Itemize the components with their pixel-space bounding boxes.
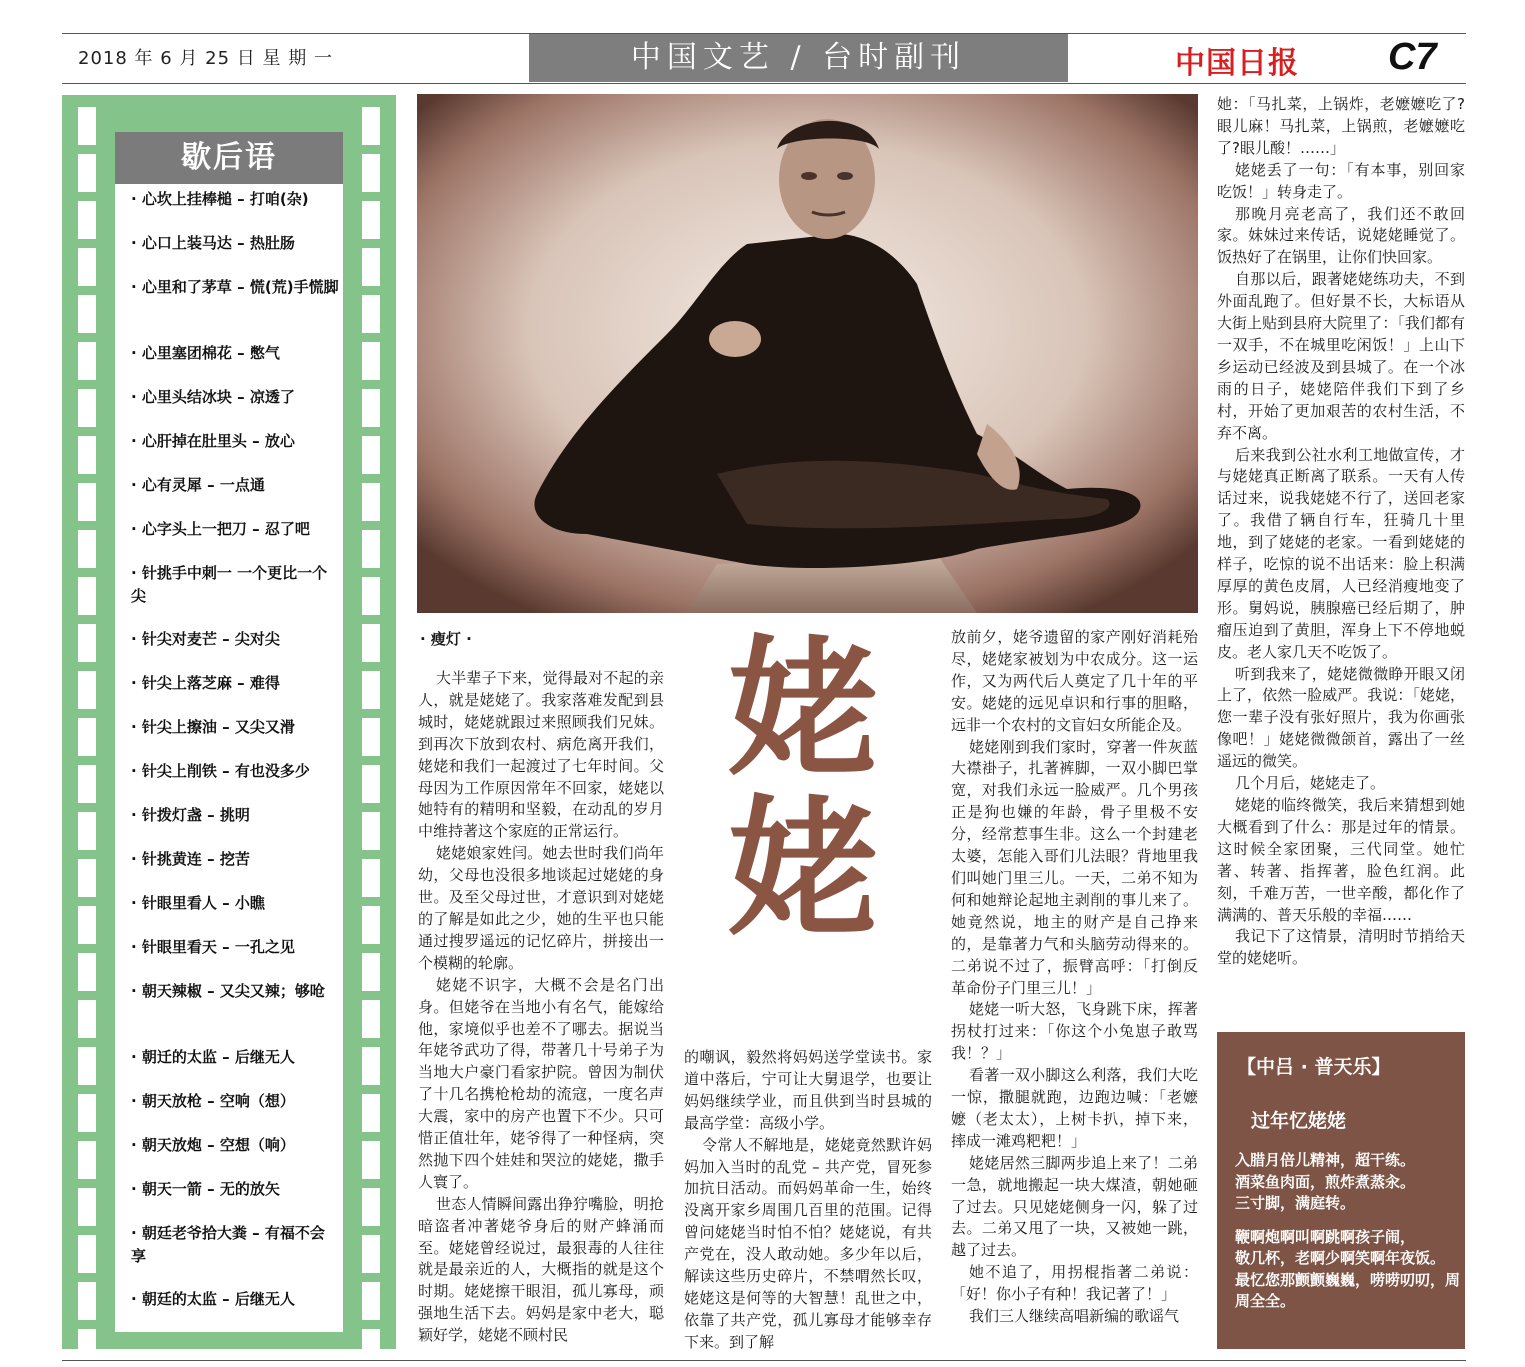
xiehouyu-item: · 针尖上擦油 – 又尖又滑 [131,718,295,736]
film-hole [78,530,96,568]
paragraph: 令常人不解地是，姥姥竟然默许妈妈加入当时的乱党 – 共产党，冒死参加抗日活动。而妈妈革命一生，始终没离开家乡周围几百里的范围。记得曾问姥姥当时怕不怕？姥姥说，有共产党在，没人敢动她。多少年以后，解读这些历史碎片，不禁喟然长叹，姥姥这是何等的大智慧！乱世之中，依靠了共产党，孤儿寡母才能够幸存下来。到了解 [684,1135,932,1351]
article-column-2 [684,1047,932,1354]
film-hole [78,1329,96,1367]
xiehouyu-item: · 针眼里看人 – 小瞧 [131,894,265,912]
film-hole [362,530,380,568]
issue-date: 2018 年 6 月 25 日 星 期 一 [78,48,333,69]
section-title: 中国文艺 / 台时副刊 [529,34,1068,82]
film-hole [78,1282,96,1320]
poem-line: 最忆您那颤颤巍巍，唠唠叨叨，周周全全。 [1235,1270,1461,1310]
film-hole [362,1047,380,1085]
film-hole [362,295,380,333]
poem-line: 入腊月倍儿精神，超干练。 [1235,1151,1416,1169]
film-hole [78,1094,96,1132]
film-hole [78,953,96,991]
newspaper-logo: 中国日报 [1175,46,1299,81]
paragraph: 姥姥居然三脚两步追上来了！二弟一急，就地搬起一块大煤渣，朝她砸了过去。只见姥姥侧身一闪，躲了过去。二弟又甩了一块，又被她一跳，越了过去。 [951,1153,1198,1260]
poem-line: 敬几杯，老啊少啊笑啊年夜饭。 [1235,1249,1446,1267]
paragraph: 姥姥一听大怒，飞身跳下床，挥著拐杖打过来：「你这个小兔崽子敢骂我！？」 [951,1000,1198,1063]
article-title [718,623,888,957]
xiehouyu-item: · 针拨灯盏 – 挑明 [131,806,250,824]
paragraph: 那晚月亮老高了，我们还不敢回家。妹妹过来传话，说姥姥睡觉了。饭热好了在锅里，让你们快回家。 [1217,204,1465,267]
xiehouyu-item: · 心里塞团棉花 – 憋气 [131,344,280,362]
page-number: C7 [1388,36,1437,78]
xiehouyu-item: · 朝廷的太监 – 后继无人 [131,1290,295,1308]
film-hole [78,671,96,709]
film-hole [78,812,96,850]
portrait-photo [417,94,1198,613]
author-byline: · 瘦灯 · [420,630,472,648]
film-hole [362,154,380,192]
film-hole [78,483,96,521]
xiehouyu-item: · 朝天一箭 – 无的放矢 [131,1180,280,1198]
film-hole [362,248,380,286]
film-hole [362,1329,380,1367]
film-hole [78,1047,96,1085]
film-hole [362,577,380,615]
film-hole [78,342,96,380]
film-hole [362,953,380,991]
film-hole [362,671,380,709]
paragraph: 姥姥刚到我们家时，穿著一件灰蓝大襟褂子，扎著裤脚，一双小脚巴掌宽，对我们永远一脸威严。几个男孩正是狗也嫌的年龄，骨子里极不安分，经常惹事生非。这么一个封建老太婆，怎能入哥们儿法眼？背地里我们叫她门里三儿。一天，二弟不知为何和她辩论起地主剥削的事儿来了。她竟然说，地主的财产是自己挣来的，是靠著力气和头脑劳动得来的。二弟说不过了，振臂高呼：「打倒反革命份子门里三儿！」 [951,737,1198,997]
xiehouyu-item: · 朝迁的太监 – 后继无人 [131,1048,295,1066]
bottom-rule [62,1360,1466,1361]
poem-line: 鞭啊炮啊叫啊跳啊孩子闹， [1235,1227,1416,1246]
article-column-1 [418,668,664,1347]
film-hole [362,1141,380,1179]
film-hole [78,1235,96,1273]
film-hole [78,1141,96,1179]
film-hole [362,107,380,145]
xiehouyu-item: · 心里和了茅草 – 慌(荒)手慌脚 [131,278,339,296]
stanza-gap [1235,1215,1460,1227]
film-hole [362,483,380,521]
film-hole [78,1000,96,1038]
xiehouyu-item: · 针眼里看天 – 一孔之见 [131,938,295,956]
xiehouyu-item: · 针挑黄连 – 挖苦 [131,850,250,868]
article-column-4 [1217,94,1465,970]
xiehouyu-item: · 朝天放炮 – 空想（响） [131,1136,295,1154]
xiehouyu-item: · 心字头上一把刀 – 忍了吧 [131,520,310,538]
xiehouyu-item: · 心口上装马达 – 热肚肠 [131,234,295,252]
xiehouyu-item: · 针尖上削铁 – 有也没多少 [131,762,310,780]
paragraph: 我们三人继续高唱新编的歌谣气 [969,1307,1180,1326]
poem-line: 三寸脚，满庭转。 [1235,1194,1356,1212]
paragraph: 后来我到公社水利工地做宣传，才与姥姥真正断离了联系。一天有人传话过来，说我姥姥不行了，送回老家了。我借了辆自行车，狂骑几十里地，到了姥姥的老家。一看到姥姥的样子，吃惊的说不出话来：脸上积满厚厚的黄色皮屑，人已经消瘦地变了形。舅妈说，胰腺癌已经后期了，肿瘤压迫到了黄胆，浑身上下不停地蜕皮。老人家几天不吃饭了。 [1217,445,1465,661]
film-hole [78,624,96,662]
film-hole [362,1188,380,1226]
paragraph: 姥姥丢了一句：「有本事，别回家吃饭！」转身走了。 [1217,160,1465,201]
xiehouyu-item: · 心坎上挂棒槌 – 打咱(杂) [131,190,309,208]
poem-title: 过年忆姥姥 [1251,1110,1347,1132]
xiehouyu-item: · 心有灵犀 – 一点通 [131,476,265,494]
xiehouyu-item: · 针挑手中刺一 一个更比一个尖 [131,564,328,605]
paragraph: 几个月后，姥姥走了。 [1235,774,1386,793]
film-hole [362,1282,380,1320]
film-hole [78,859,96,897]
film-hole [362,624,380,662]
film-hole [362,765,380,803]
film-hole [362,1235,380,1273]
paragraph: 大半辈子下来，觉得最对不起的亲人，就是姥姥了。我家落难发配到县城时，姥姥就跟过来照顾我们兄妹。到再次下放到农村、病危离开我们，姥姥和我们一起渡过了七年时间。父母因为工作原因常年不回家，姥姥以她特有的精明和坚毅，在动乱的岁月中维持著这个家庭的正常运行。 [418,669,664,841]
film-hole [78,107,96,145]
film-hole [362,389,380,427]
title-char-2: 姥 [727,783,878,957]
film-hole [362,812,380,850]
paragraph: 姥姥的临终微笑，我后来猜想到她大概看到了什么：那是过年的情景。这时候全家团聚，三代同堂。她忙著、转著、指挥著，脸色红润。此刻，千难万苦，一世辛酸，都化作了满满的、普天乐般的幸福…… [1217,796,1465,924]
poem-line: 酒菜鱼肉面，煎炸煮蒸汆。 [1235,1172,1416,1191]
film-hole [362,718,380,756]
paragraph: 她不追了，用拐棍指著二弟说：「好！你小子有种！我记著了！」 [951,1263,1198,1304]
xiehouyu-item: · 朝天辣椒 – 又尖又辣；够呛 [131,982,325,1000]
paragraph: 自那以后，跟著姥姥练功夫，不到外面乱跑了。但好景不长，大标语从大街上贴到县府大院里了：「我们都有一双手，不在城里吃闲饭！」上山下乡运动已经波及到县城了。在一个冰雨的日子，姥姥陪伴我们下到了乡村，开始了更加艰苦的农村生活，不弃不离。 [1217,270,1465,442]
film-hole [78,389,96,427]
article-column-3 [951,627,1198,1328]
film-hole [78,248,96,286]
film-hole [78,295,96,333]
poem-lines [1235,1150,1460,1313]
xiehouyu-item: · 朝天放枪 – 空响（想） [131,1092,295,1110]
paragraph: 的嘲讽，毅然将妈妈送学堂读书。家道中落后，宁可让大舅退学，也要让妈妈继续学业，而且供到当时县城的最高学堂：高级小学。 [684,1048,932,1132]
film-hole [362,342,380,380]
sidebar-title: 歇后语 [115,132,343,184]
film-hole [362,859,380,897]
film-hole [78,577,96,615]
film-hole [362,906,380,944]
film-hole [78,906,96,944]
film-hole [362,201,380,239]
film-hole [362,436,380,474]
paragraph: 她：「马扎菜，上锅炸，老嬷嬷吃了?眼儿麻！马扎菜，上锅煎，老嬷嬷吃了?眼儿酸！……」 [1217,95,1465,157]
paragraph: 世态人情瞬间露出狰狞嘴脸，明抢暗盗者冲著姥爷身后的财产蜂涌而至。姥姥曾经说过，最狠毒的人往往就是最亲近的人，大概指的就是这个时期。姥姥擦干眼泪，孤儿寡母，顽强地生活下去。妈妈是家中老大，聪颖好学，姥姥不顾村民 [418,1194,664,1345]
xiehouyu-item: · 心肝掉在肚里头 – 放心 [131,432,295,450]
film-hole [78,1188,96,1226]
xiehouyu-item: · 心里头结冰块 – 凉透了 [131,388,295,406]
poem-header: 【中吕 · 普天乐】 [1237,1056,1391,1078]
header-rule [62,83,1466,84]
xiehouyu-item: · 朝廷老爷拾大粪 – 有福不会享 [131,1224,325,1265]
film-hole [78,154,96,192]
title-char-1: 姥 [727,623,878,797]
xiehouyu-item: · 针尖上落芝麻 – 难得 [131,674,280,692]
xiehouyu-item: · 针尖对麦芒 – 尖对尖 [131,630,280,648]
film-hole [78,765,96,803]
paragraph: 姥姥娘家姓闫。她去世时我们尚年幼，父母也没很多地谈起过姥姥的身世。及至父母过世，才意识到对姥姥的了解是如此之少，她的生平也只能通过搜罗遥远的记忆碎片，拼接出一个模糊的轮廓。 [418,844,664,972]
poem-box [1217,1032,1465,1349]
film-hole [362,1000,380,1038]
film-hole [78,201,96,239]
film-hole [362,1094,380,1132]
paragraph: 放前夕，姥爷遗留的家产刚好消耗殆尽，姥姥家被划为中农成分。这一运作，又为两代后人奠定了几十年的平安。姥姥的远见卓识和行事的胆略，远非一个农村的文盲妇女所能企及。 [951,628,1198,734]
film-hole [78,436,96,474]
paragraph: 看著一双小脚这么利落，我们大吃一惊，撒腿就跑，边跑边喊：「老嬷嬷（老太太），上树卡扒，掉下来，摔成一滩鸡粑粑！」 [951,1066,1198,1150]
paragraph: 听到我来了，姥姥微微睁开眼又闭上了，依然一脸威严。我说：「姥姥，您一辈子没有张好照片，我为你画张像吧！」姥姥微微颌首，露出了一丝遥远的微笑。 [1217,664,1465,771]
film-hole [78,718,96,756]
paragraph: 我记下了这情景，清明时节捎给天堂的姥姥听。 [1217,927,1465,968]
paragraph: 姥姥不识字，大概不会是名门出身。但姥爷在当地小有名气，能嫁给他，家境似乎也差不了哪去。据说当年姥爷武功了得，带著几十号弟子为当地大户豪门看家护院。曾因为制伏了十几名携枪枪劫的流寇，一度名声大震，家中的房产也置下不少。只可惜正值壮年，姥爷得了一种怪病，突然抛下四个娃娃和哭泣的姥姥，撒手人寰了。 [418,975,664,1191]
